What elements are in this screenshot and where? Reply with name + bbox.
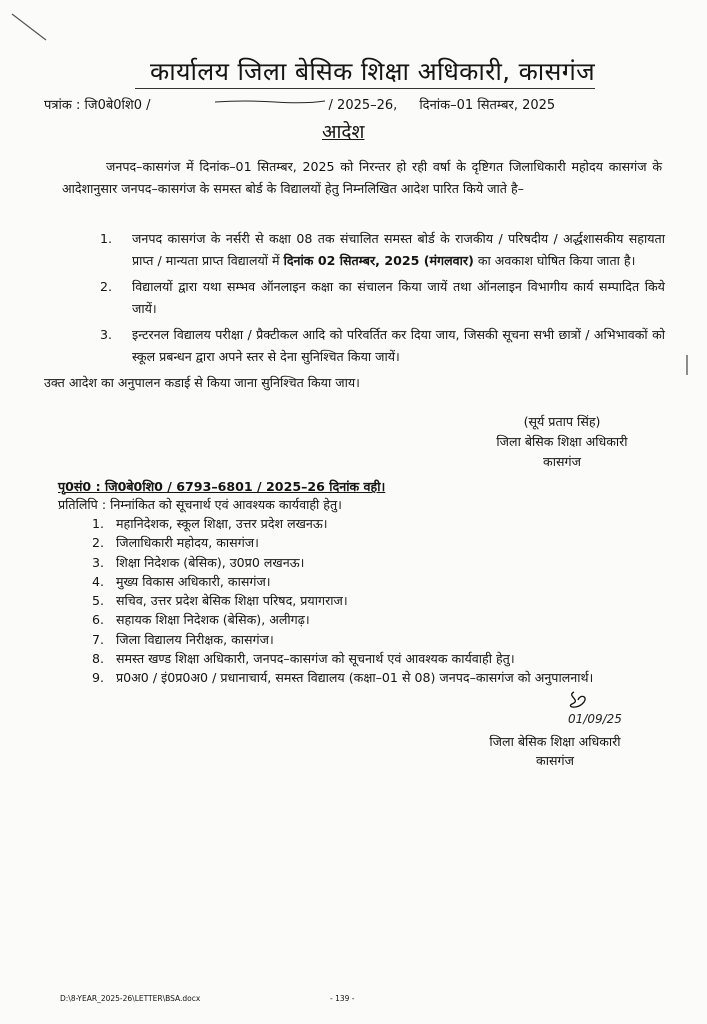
handwritten-initials: [560, 690, 600, 712]
signatory-name: (सूर्य प्रताप सिंह): [523, 414, 601, 429]
ref-prefix: पत्रांक : जि0बे0शि0 /: [44, 98, 151, 113]
signatory-place: कासगंज: [543, 454, 581, 469]
copy-signature-block: [470, 732, 640, 770]
handwritten-stroke: [215, 99, 325, 104]
intro-paragraph: जनपद–कासगंज में दिनांक–01 सितम्बर, 2025 को निरन्तर हो रही वर्षा के दृष्टिगत जिलाधिकारी महोदय कासगंज के आदेशानुसार जनपद–कासगंज के समस्त बोर्ड के विद्यालयों हेतु निम्नलिखित आदेश पारित किये जाते है–: [62, 159, 662, 196]
order-item: [100, 276, 665, 320]
item-text: जनपद कासगंज के नर्सरी से कक्षा 08 तक संचालित समस्त बोर्ड के राजकीय / परिषदीय / अर्द्धशासकीय सहायता प्राप्त / मान्यता प्राप्त विद्यालयों में: [132, 231, 665, 268]
item-bold-date: दिनांक 02 सितम्बर, 2025 (मंगलवार): [283, 253, 474, 268]
recipient-item: 3. शिक्षा निदेशक (बेसिक), उ0प्र0 लखनऊ।: [92, 554, 305, 570]
recipient-item: 9. प्र0अ0 / इं0प्र0अ0 / प्रधानाचार्य, समस्त विद्यालय (कक्षा–01 से 08) जनपद–कासगंज को अनुपालनार्थ।: [92, 670, 594, 686]
item-text: विद्यालयों द्वारा यथा सम्भव ऑनलाइन कक्षा का संचालन किया जायें तथा ऑनलाइन विभागीय कार्य सम्पादित किये जायें।: [132, 279, 665, 316]
item-number: 2.: [100, 279, 113, 294]
margin-mark: [684, 355, 690, 375]
signatory-designation: जिला बेसिक शिक्षा अधिकारी: [496, 434, 628, 449]
copy-intro: प्रतिलिपि : निम्नांकित को सूचनार्थ एवं आवश्यक कार्यवाही हेतु।: [58, 497, 342, 512]
recipient-item: 1. महानिदेशक, स्कूल शिक्षा, उत्तर प्रदेश लखनऊ।: [92, 516, 328, 531]
recipient-item: 7. जिला विद्यालय निरीक्षक, कासगंज।: [92, 631, 274, 647]
conclusion-text: उक्त आदेश का अनुपालन कडाई से किया जाना सुनिश्चित किया जाय।: [44, 375, 360, 390]
copy-recipients: [92, 514, 593, 688]
recipient-item: 4. मुख्य विकास अधिकारी, कासगंज।: [92, 573, 271, 589]
order-item: [100, 324, 665, 368]
copy-designation: जिला बेसिक शिक्षा अधिकारी: [489, 734, 621, 749]
item-text: इन्टरनल विद्यालय परीक्षा / प्रैक्टीकल आदि को परिवर्तित कर दिया जाय, जिसकी सूचना सभी छात्रों / अभिभावकों को स्कूल प्रबन्धन द्वारा अपने स्तर से देना सुनिश्चित किया जायें।: [132, 327, 665, 364]
recipient-item: 2. जिलाधिकारी महोदय, कासगंज।: [92, 535, 259, 551]
item-number: 3.: [100, 327, 113, 342]
order-title: आदेश: [322, 121, 365, 143]
office-title: कार्यालय जिला बेसिक शिक्षा अधिकारी, कासगंज: [150, 57, 595, 86]
order-items: [100, 228, 665, 372]
ref-year: / 2025–26,: [328, 98, 398, 113]
signature-block: [462, 412, 662, 472]
reference-line: [44, 95, 555, 113]
footer-file-path: D:\8-YEAR_2025-26\LETTER\BSA.docx: [60, 994, 201, 1003]
copy-reference: पृ0सं0 : जि0बे0शि0 / 6793–6801 / 2025–26 दिनांक वही।: [58, 479, 386, 494]
recipient-item: 6. सहायक शिक्षा निदेशक (बेसिक), अलीगढ़।: [92, 612, 310, 628]
item-number: 1.: [100, 231, 113, 246]
footer-page-number: - 139 -: [330, 994, 355, 1003]
handwritten-date: 01/09/25: [568, 712, 622, 726]
title-underline: [135, 88, 595, 89]
order-item: [100, 228, 665, 272]
recipient-item: 5. सचिव, उत्तर प्रदेश बेसिक शिक्षा परिषद, प्रयागराज।: [92, 593, 348, 609]
letter-date: दिनांक–01 सितम्बर, 2025: [419, 98, 556, 113]
pen-scratch-mark: [10, 12, 50, 42]
recipient-item: 8. समस्त खण्ड शिक्षा अधिकारी, जनपद–कासगंज को सूचनार्थ एवं आवश्यक कार्यवाही हेतु।: [92, 651, 515, 667]
item-text: का अवकाश घोषित किया जाता है।: [473, 253, 636, 268]
copy-place: कासगंज: [536, 753, 574, 768]
